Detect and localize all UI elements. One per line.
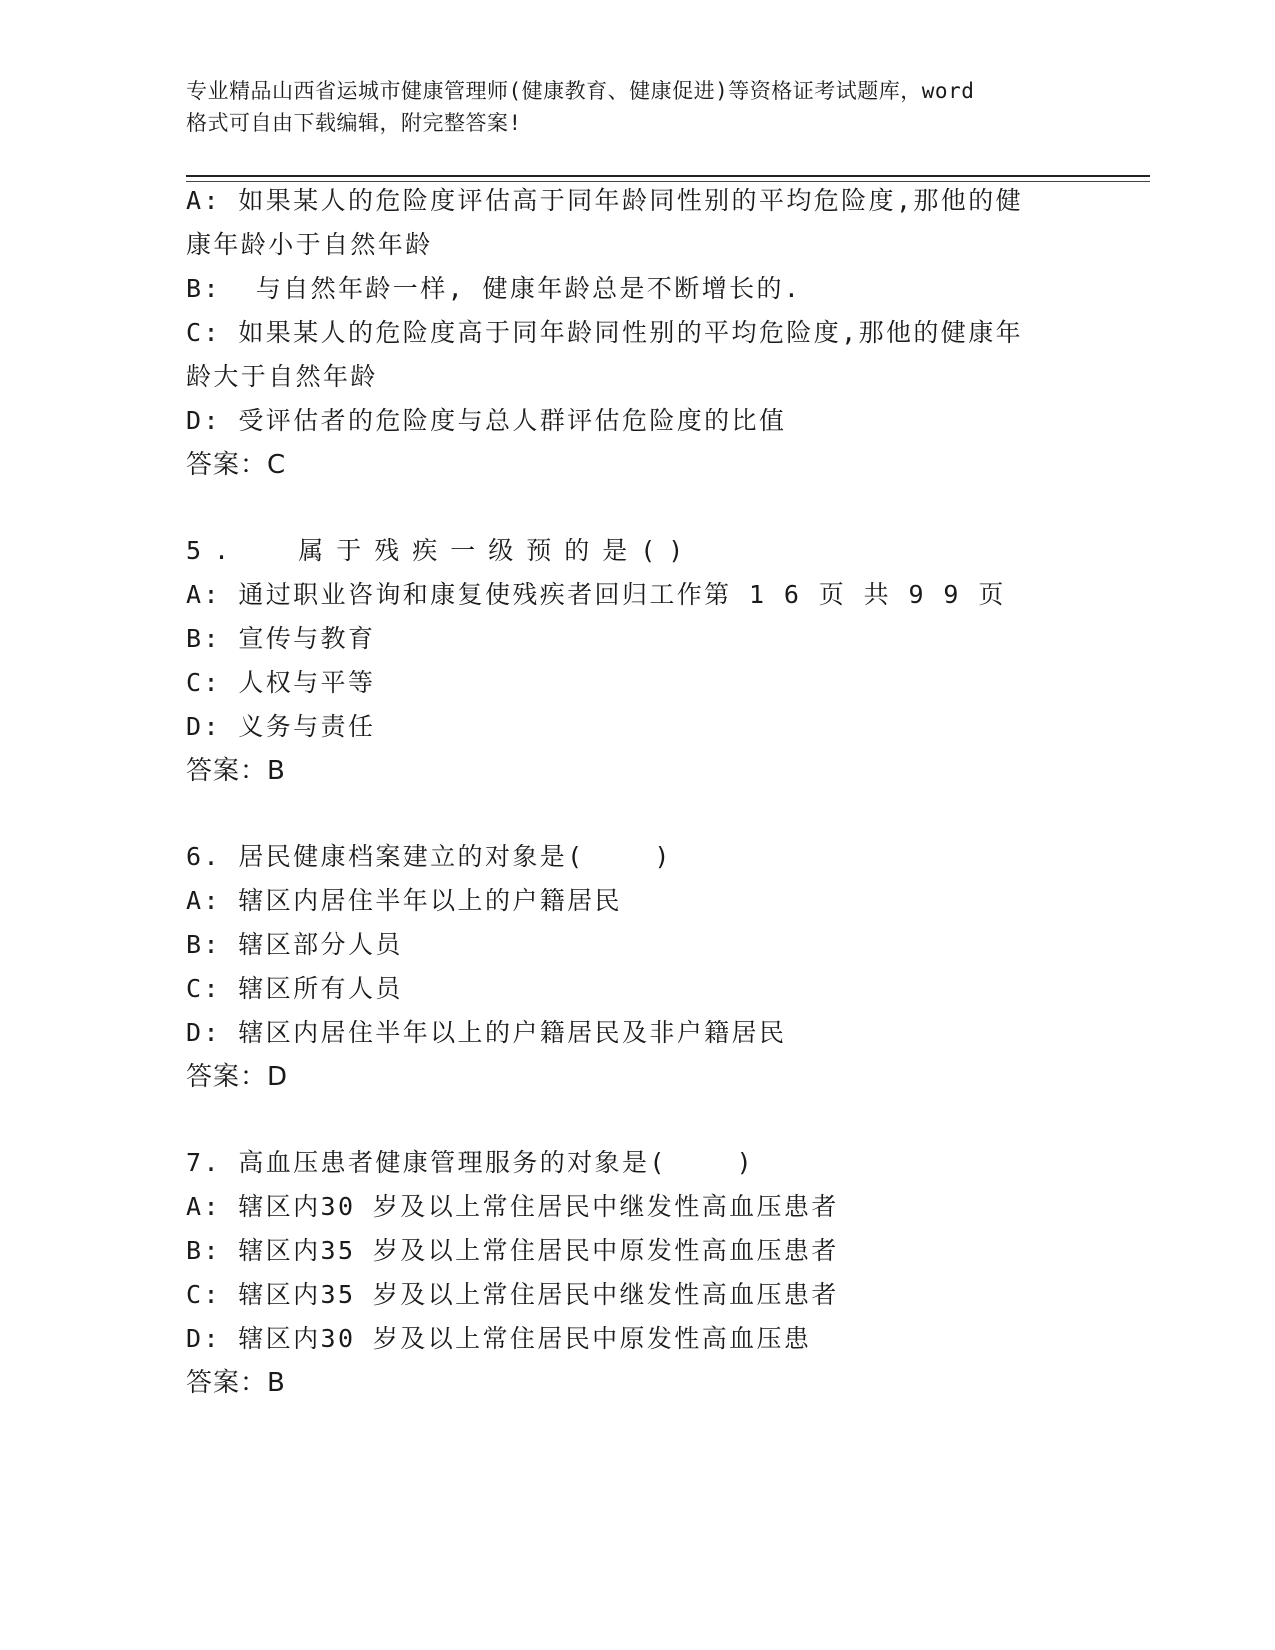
q6-option-a: A: 辖区内居住半年以上的户籍居民 xyxy=(186,886,622,915)
q7-option-b: B: 辖区内35 岁及以上常住居民中原发性高血压患者 xyxy=(186,1236,839,1265)
q4-option-a-line2: 康年龄小于自然年龄 xyxy=(186,230,433,259)
header-line-2: 格式可自由下载编辑，附完整答案! xyxy=(186,111,522,135)
q4-option-c-line2: 龄大于自然年龄 xyxy=(186,362,378,391)
q6-option-d: D: 辖区内居住半年以上的户籍居民及非户籍居民 xyxy=(186,1018,787,1047)
header-divider-thick xyxy=(186,175,1150,177)
q7-option-c: C: 辖区内35 岁及以上常住居民中继发性高血压患者 xyxy=(186,1280,839,1309)
q4-option-c-line1: C: 如果某人的危险度高于同年龄同性别的平均危险度,那他的健康年 xyxy=(186,318,1024,347)
q6-answer: 答案：D xyxy=(186,1062,289,1092)
q5-answer: 答案：B xyxy=(186,756,286,786)
q7-option-a: A: 辖区内30 岁及以上常住居民中继发性高血压患者 xyxy=(186,1192,839,1221)
q7-stem: 7. 高血压患者健康管理服务的对象是( ) xyxy=(186,1148,755,1177)
q4-option-d: D: 受评估者的危险度与总人群评估危险度的比值 xyxy=(186,406,787,435)
q5-option-a: A: 通过职业咨询和康复使残疾者回归工作第 1 6 页 共 9 9 页 xyxy=(186,580,1006,609)
q7-answer: 答案：B xyxy=(186,1368,286,1398)
q5-option-c: C: 人权与平等 xyxy=(186,668,376,697)
header-line-1: 专业精品山西省运城市健康管理师(健康教育、健康促进)等资格证考试题库，word xyxy=(186,79,975,103)
q5-option-b: B: 宣传与教育 xyxy=(186,624,376,653)
q6-option-c: C: 辖区所有人员 xyxy=(186,974,403,1003)
header-divider-thin xyxy=(186,181,1150,182)
q4-option-b: B: 与自然年龄一样, 健康年龄总是不断增长的. xyxy=(186,274,802,303)
q6-option-b: B: 辖区部分人员 xyxy=(186,930,403,959)
document-header xyxy=(186,75,1086,139)
q5-stem: 5. 属于残疾一级预的是() xyxy=(186,536,697,565)
q7-option-d: D: 辖区内30 岁及以上常住居民中原发性高血压患 xyxy=(186,1324,812,1353)
q5-option-d: D: 义务与责任 xyxy=(186,712,376,741)
q6-stem: 6. 居民健康档案建立的对象是( ) xyxy=(186,842,672,871)
q4-option-a-line1: A: 如果某人的危险度评估高于同年龄同性别的平均危险度,那他的健 xyxy=(186,186,1024,215)
q4-answer: 答案：C xyxy=(186,450,287,480)
